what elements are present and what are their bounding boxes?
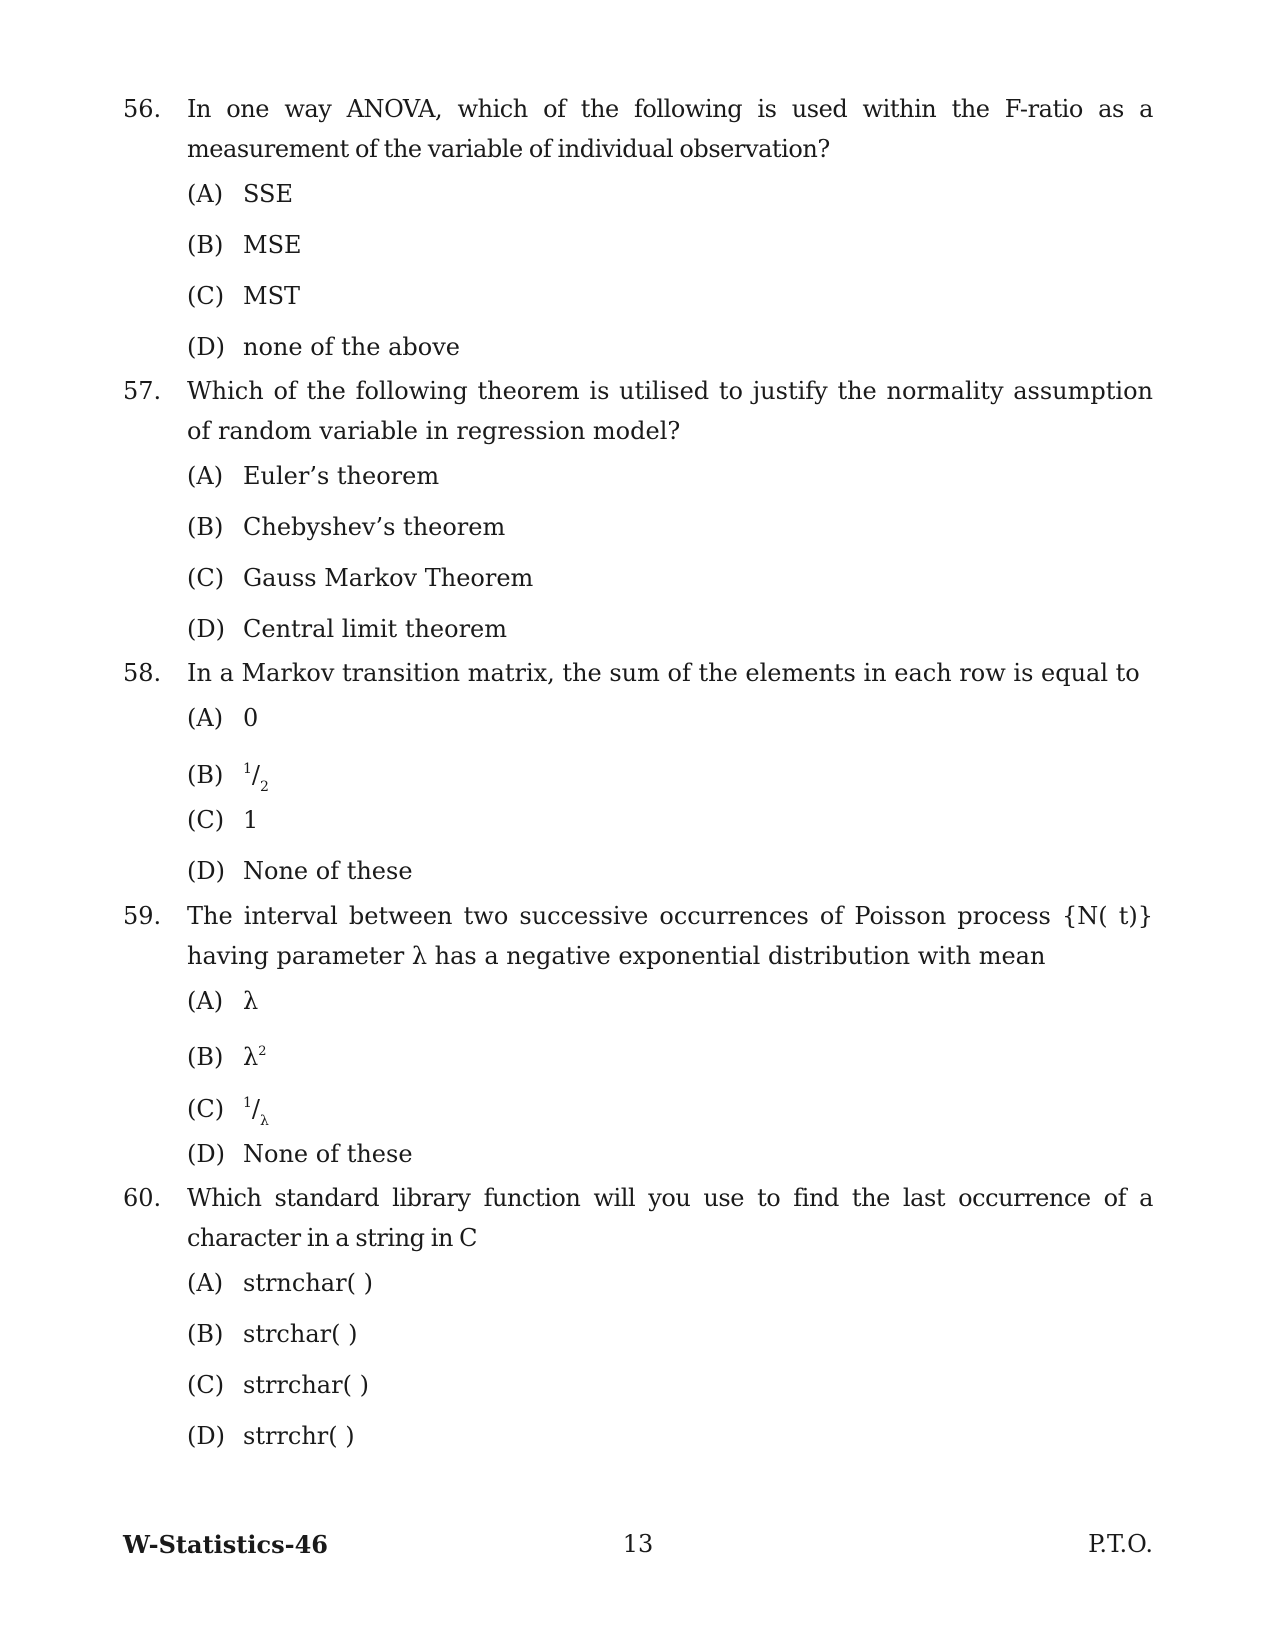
option-letter: (D)	[187, 333, 225, 361]
paper-code: W-Statistics-46	[123, 1530, 328, 1559]
question-number: 56.	[123, 95, 162, 123]
option-letter: (B)	[187, 1320, 224, 1348]
question-57	[123, 371, 1153, 664]
option-letter: (B)	[187, 761, 224, 789]
option-text: None of these	[243, 1140, 413, 1168]
option-a	[187, 702, 1153, 753]
option-text: λ	[243, 987, 259, 1015]
fraction-one-over-lambda	[243, 1087, 269, 1137]
option-text: strchar( )	[243, 1320, 358, 1348]
option-a	[187, 178, 1153, 229]
question-number: 59.	[123, 902, 162, 930]
option-letter: (A)	[187, 987, 224, 1015]
option-text: none of the above	[243, 333, 460, 361]
option-text: Central limit theorem	[243, 615, 507, 643]
option-letter: (B)	[187, 513, 224, 541]
option-letter: (A)	[187, 180, 224, 208]
option-text: Chebyshev’s theorem	[243, 513, 506, 541]
option-b	[187, 229, 1153, 280]
options-list	[187, 178, 1153, 382]
question-text: In one way ANOVA, which of the following is used within the F-ratio as a measurement of the variable of individual observation?	[187, 95, 1153, 163]
question-number: 57.	[123, 377, 162, 405]
question-58	[123, 653, 1153, 906]
fraction-numerator: 1	[243, 1095, 252, 1111]
option-b	[187, 1318, 1153, 1369]
question-text: Which standard library function will you use to find the last occurrence of a character in a string in C	[187, 1184, 1153, 1252]
option-letter: (C)	[187, 564, 225, 592]
option-b	[187, 1036, 1153, 1087]
option-a	[187, 460, 1153, 511]
option-letter: (D)	[187, 857, 225, 885]
fraction-denominator: 2	[260, 779, 269, 795]
fraction-slash: /	[251, 1095, 261, 1123]
question-text: In a Markov transition matrix, the sum of the elements in each row is equal to	[187, 659, 1140, 687]
option-letter: (A)	[187, 1269, 224, 1297]
option-text: Gauss Markov Theorem	[243, 564, 534, 592]
page-footer	[123, 1530, 1153, 1570]
option-c	[187, 1087, 1153, 1138]
page-number: 13	[622, 1530, 654, 1558]
option-letter: (D)	[187, 1422, 225, 1450]
option-b	[187, 511, 1153, 562]
option-text: strnchar( )	[243, 1269, 373, 1297]
option-c	[187, 280, 1153, 331]
option-letter: (B)	[187, 231, 224, 259]
power-base: λ	[243, 1043, 259, 1071]
fraction-one-half	[243, 753, 269, 803]
option-a	[187, 985, 1153, 1036]
question-56	[123, 89, 1153, 382]
option-letter: (B)	[187, 1043, 224, 1071]
option-text: Euler’s theorem	[243, 462, 440, 490]
question-text: Which of the following theorem is utilised to justify the normality assumption of random variable in regression model?	[187, 377, 1153, 445]
fraction-numerator: 1	[243, 761, 252, 777]
please-turn-over: P.T.O.	[1088, 1530, 1153, 1558]
question-text: The interval between two successive occurrences of Poisson process {N( t)} having parameter λ has a negative exponential distribution with mean	[187, 902, 1153, 970]
options-list	[187, 985, 1153, 1189]
option-text: strrchar( )	[243, 1371, 369, 1399]
option-c	[187, 804, 1153, 855]
option-c	[187, 1369, 1153, 1420]
options-list	[187, 460, 1153, 664]
lambda-squared	[243, 1036, 267, 1073]
option-a	[187, 1267, 1153, 1318]
question-60	[123, 1178, 1153, 1471]
question-number: 58.	[123, 659, 162, 687]
power-exponent: 2	[258, 1044, 267, 1059]
option-letter: (A)	[187, 462, 224, 490]
option-letter: (A)	[187, 704, 224, 732]
option-text: None of these	[243, 857, 413, 885]
option-text: strrchr( )	[243, 1422, 355, 1450]
option-letter: (C)	[187, 806, 225, 834]
question-number: 60.	[123, 1184, 162, 1212]
option-letter: (D)	[187, 1140, 225, 1168]
option-letter: (C)	[187, 282, 225, 310]
option-text: 1	[243, 806, 259, 834]
option-text: MSE	[243, 231, 302, 259]
question-59	[123, 896, 1153, 1189]
options-list	[187, 1267, 1153, 1471]
fraction-slash: /	[251, 761, 261, 789]
options-list	[187, 702, 1153, 906]
option-b	[187, 753, 1153, 804]
option-text: MST	[243, 282, 301, 310]
option-letter: (C)	[187, 1095, 225, 1123]
option-letter: (C)	[187, 1371, 225, 1399]
option-c	[187, 562, 1153, 613]
fraction-denominator: λ	[260, 1113, 269, 1129]
option-d	[187, 1420, 1153, 1471]
option-text: SSE	[243, 180, 293, 208]
option-text: 0	[243, 704, 259, 732]
option-letter: (D)	[187, 615, 225, 643]
